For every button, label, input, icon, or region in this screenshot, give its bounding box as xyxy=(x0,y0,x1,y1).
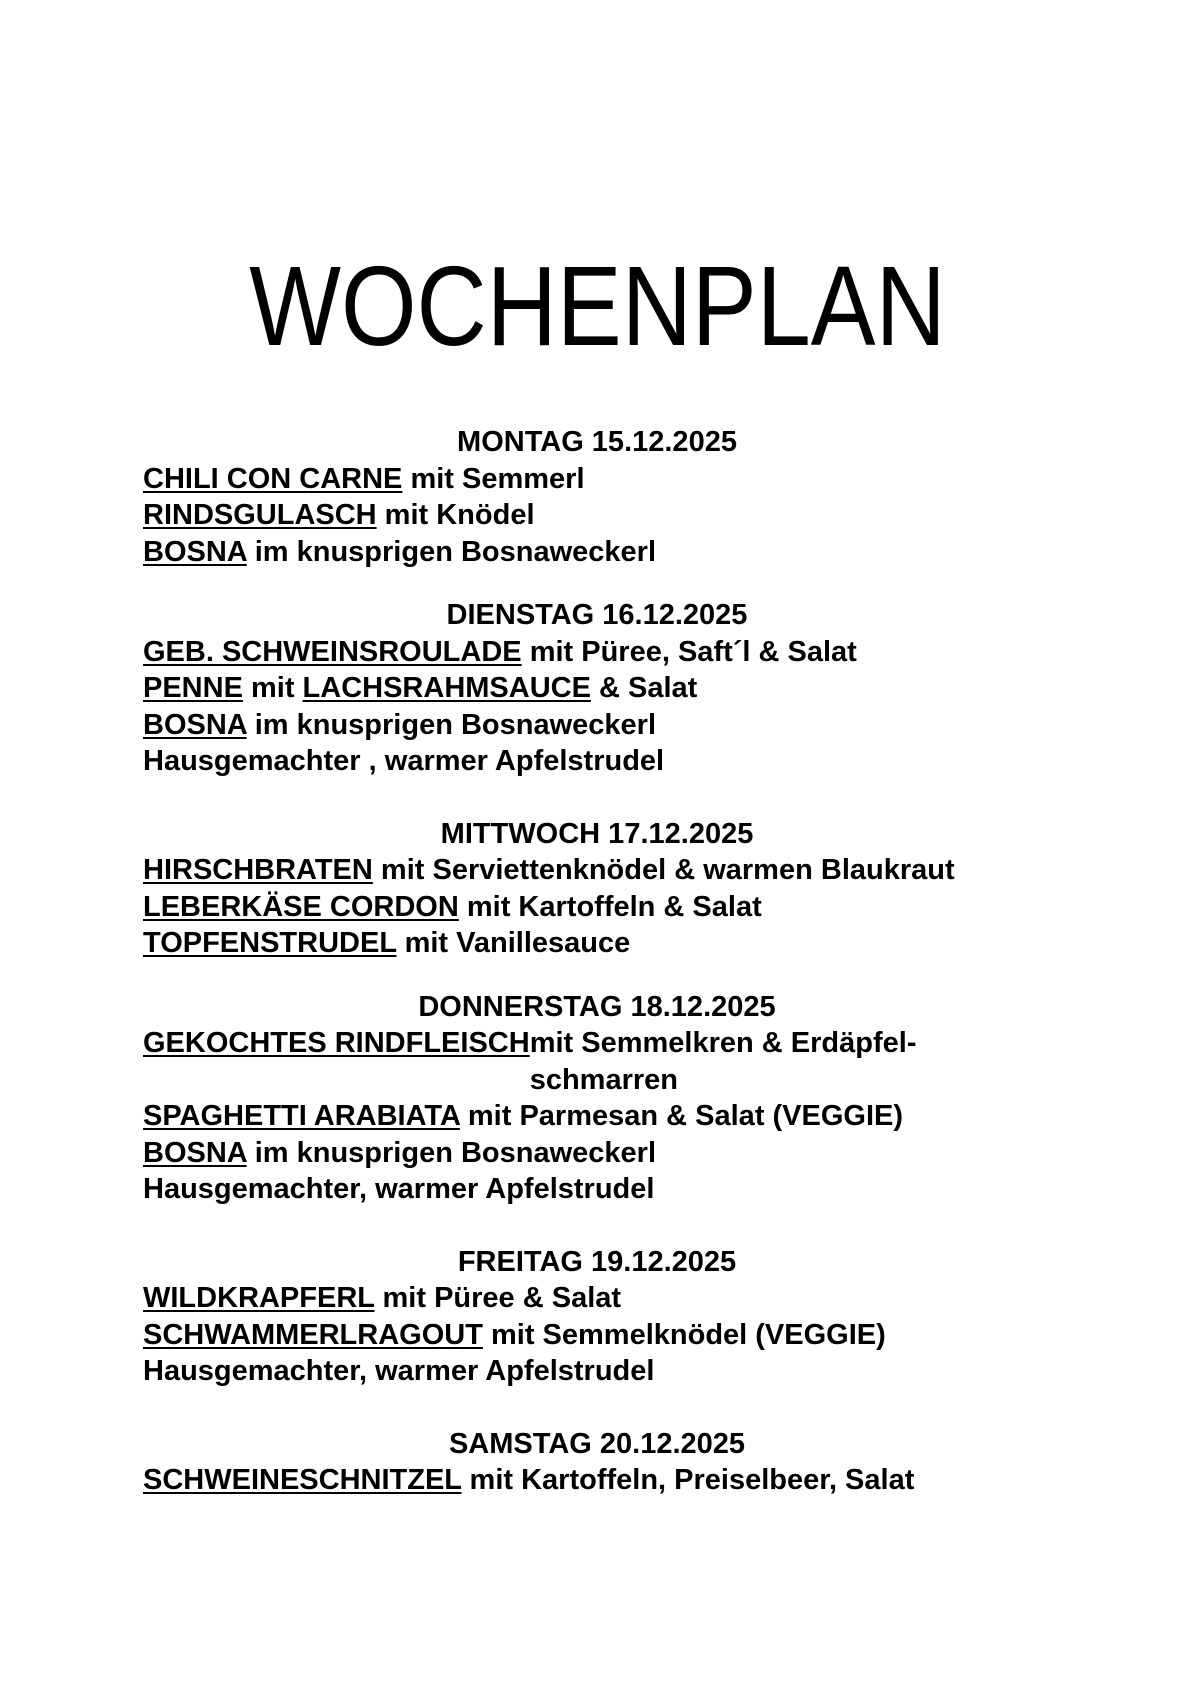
dish-name: SCHWAMMERLRAGOUT xyxy=(143,1318,483,1351)
menu-item xyxy=(143,1280,1103,1317)
dish-name: LEBERKÄSE CORDON xyxy=(143,890,459,923)
menu-item xyxy=(143,1353,1103,1390)
dish-name: WILDKRAPFERL xyxy=(143,1282,375,1314)
dish-description: Hausgemachter , warmer Apfelstrudel xyxy=(143,745,665,777)
menu-item xyxy=(143,461,1103,498)
dish-name: GEKOCHTES RINDFLEISCH xyxy=(143,1027,530,1059)
dish-description: im knusprigen Bosnaweckerl xyxy=(246,1136,657,1169)
dish-name: BOSNA xyxy=(143,708,247,741)
day-section xyxy=(143,816,1103,962)
menu-item xyxy=(143,1025,1103,1098)
dish-name: CHILI CON CARNE xyxy=(143,462,403,495)
dish-name: TOPFENSTRUDEL xyxy=(143,927,397,959)
day-heading: DIENSTAG 16.12.2025 xyxy=(446,599,748,631)
menu-item xyxy=(143,1135,1103,1172)
menu-item xyxy=(143,707,1103,744)
dish-description: & Salat xyxy=(590,672,698,704)
dish-description: Hausgemachter, warmer Apfelstrudel xyxy=(143,1173,655,1205)
dish-description: mit Püree, Saft´l & Salat xyxy=(521,635,857,668)
dish-description: mit Püree & Salat xyxy=(374,1282,622,1314)
menu-item xyxy=(143,1171,1103,1208)
day-section xyxy=(143,1426,1103,1499)
dish-name: HIRSCHBRATEN xyxy=(143,854,373,886)
day-section xyxy=(143,597,1103,780)
menu-item xyxy=(143,925,1103,962)
dish-name: GEB. SCHWEINSROULADE xyxy=(143,635,522,668)
dish-description: mit Semmerl xyxy=(402,462,585,495)
menu-item xyxy=(143,852,1103,889)
menu-item xyxy=(143,497,1103,534)
menu-item xyxy=(143,634,1103,671)
day-heading: DONNERSTAG 18.12.2025 xyxy=(418,990,776,1023)
dish-description: Hausgemachter, warmer Apfelstrudel xyxy=(143,1355,655,1387)
dish-description: mit Knödel xyxy=(376,499,535,531)
day-heading: SAMSTAG 20.12.2025 xyxy=(448,1427,746,1460)
dish-description: im knusprigen Bosnaweckerl xyxy=(246,535,657,568)
dish-name: BOSNA xyxy=(143,1136,247,1169)
menu-item xyxy=(143,1462,1103,1499)
day-heading: MITTWOCH 17.12.2025 xyxy=(440,817,754,850)
dish-name: PENNE xyxy=(143,672,243,704)
menu-item xyxy=(143,670,1103,707)
day-heading: MONTAG 15.12.2025 xyxy=(457,426,737,458)
menu-item xyxy=(143,1317,1103,1354)
dish-name: SCHWEINESCHNITZEL xyxy=(143,1464,462,1496)
dish-description: mit Vanillesauce xyxy=(396,927,631,959)
menu-item xyxy=(143,534,1103,571)
dish-name: RINDSGULASCH xyxy=(143,499,377,531)
dish-description: mit Kartoffeln & Salat xyxy=(458,890,762,923)
dish-description: mit xyxy=(242,672,303,704)
day-section xyxy=(143,989,1103,1208)
day-heading: FREITAG 19.12.2025 xyxy=(457,1245,737,1278)
day-section xyxy=(143,1244,1103,1390)
dish-description: im knusprigen Bosnaweckerl xyxy=(246,708,657,741)
dish-description: mit Kartoffeln, Preiselbeer, Salat xyxy=(461,1464,915,1496)
dish-description: mit Semmelknödel (VEGGIE) xyxy=(482,1318,886,1351)
dish-description: mit Parmesan & Salat (VEGGIE) xyxy=(459,1100,904,1132)
menu-item xyxy=(143,1098,1103,1135)
day-section xyxy=(143,424,1103,570)
dish-name: SPAGHETTI ARABIATA xyxy=(143,1100,460,1132)
menu-item xyxy=(143,889,1103,926)
dish-name: LACHSRAHMSAUCE xyxy=(302,672,591,704)
menu-item xyxy=(143,743,1103,780)
dish-description: mit Serviettenknödel & warmen Blaukraut xyxy=(372,854,955,886)
page-title: WOCHENPLAN xyxy=(249,243,946,369)
weekly-menu xyxy=(143,424,1103,1499)
dish-description: mit Semmelkren & Erdäpfel- schmarren xyxy=(529,1027,917,1096)
dish-name: BOSNA xyxy=(143,535,247,568)
